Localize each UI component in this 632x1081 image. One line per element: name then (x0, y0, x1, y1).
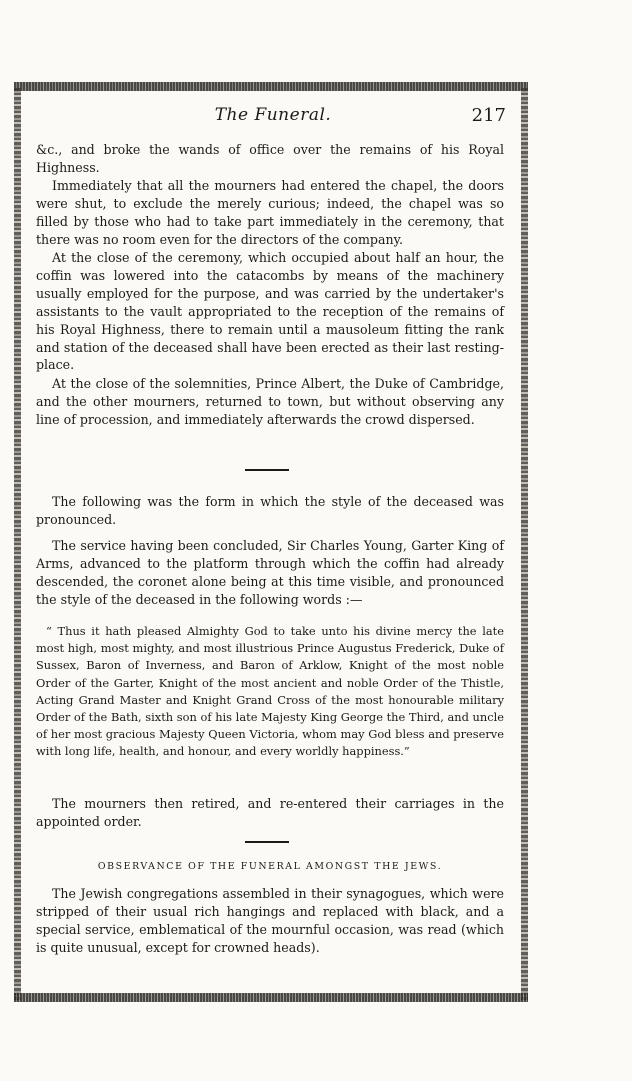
paragraph-mourners-retired: The mourners then retired, and re-entered their carriages in the appointed order. (36, 796, 504, 829)
page-border-bottom (14, 993, 528, 1002)
page-border-top (14, 82, 528, 91)
page-border-right (521, 88, 528, 1000)
page-header (36, 105, 510, 131)
paragraph-doors-shut: Immediately that all the mourners had entered the chapel, the doors were shut, to exclude the merely curious; indeed, the chapel was so filled by those who had to take part immediately in the ceremony, that there was no room even for the directors of the company. (36, 178, 504, 247)
paragraph-garter-king: The service having been concluded, Sir Charles Young, Garter King of Arms, advanced to the platform through which the coffin had already descended, the coronet alone being at this time visible, and pronounced the style of the deceased in the following words :— (36, 538, 504, 607)
paragraph-close-solemnities: At the close of the solemnities, Prince Albert, the Duke of Cambridge, and the other mourners, returned to town, but without observing any line of procession, and immediately afterwards the crowd dispersed. (36, 376, 504, 427)
paragraph-close-ceremony: At the close of the ceremony, which occupied about half an hour, the coffin was lowered into the catacombs by means of the machinery usually employed for the purpose, and was carried by the undertaker's assistants to the vault appropriated to the reception of the remains of his Royal Highness, there to remain until a mausoleum fitting the rank and station of the deceased shall have been erected as their last resting-place. (36, 250, 504, 373)
paragraph-style-intro: The following was the form in which the style of the deceased was pronounced. (36, 494, 504, 527)
section-heading: OBSERVANCE OF THE FUNERAL AMONGST THE JEWS. (97, 861, 443, 872)
page-border-left (14, 88, 21, 1000)
section-divider (245, 469, 289, 471)
section-divider (245, 841, 289, 843)
paragraph-continuation: &c., and broke the wands of office over the remains of his Royal Highness. (36, 142, 504, 175)
proclamation-quote: “ Thus it hath pleased Almighty God to take unto his divine mercy the late most high, most mighty, and most illustrious Prince Augustus Frederick, Duke of Sussex, Baron of Inverness, and Baron of Arklow, Knight of the most noble Order of the Garter, Knight of the most ancient and noble Order of the Thistle, Acting Grand Master and Knight Grand Cross of the most honourable military Order of the Bath, sixth son of his late Majesty King George the Third, and uncle of her most gracious Majesty Queen Victoria, whom may God bless and preserve with long life, health, and honour, and every worldly happiness.” (36, 624, 504, 759)
running-title: The Funeral. (214, 105, 332, 125)
page-number: 217 (471, 105, 506, 126)
paragraph-jewish-congregations: The Jewish congregations assembled in their synagogues, which were stripped of their usual rich hangings and replaced with black, and a special service, emblematical of the mournful occasion, was read (which is quite unusual, except for crowned heads). (36, 886, 504, 955)
